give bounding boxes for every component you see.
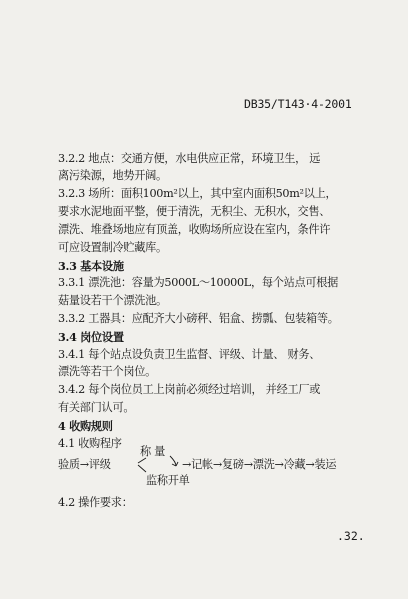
clause-3-4-2-cont: 有关部门认可。 (58, 401, 135, 414)
clause-3-2-3-cont-1: 要求水泥地面平整，便于清洗，无积尘、无积水，交售、 (58, 205, 331, 218)
section-4-2-heading: 4.2 操作要求： (58, 496, 133, 509)
clause-3-2-3: 3.2.3 场所：面积100m²以上，其中室内面积50m²以上， (58, 187, 337, 200)
section-3-4-heading: 3.4 岗位设置 (58, 330, 124, 344)
clause-3-3-1-cont: 菇量设若干个漂洗池。 (58, 294, 167, 307)
clause-3-4-1-cont: 漂洗等若干个岗位。 (58, 365, 156, 378)
clause-3-3-1: 3.3.1 漂洗池：容量为5000L～10000L，每个站点可根据 (58, 276, 339, 289)
standard-code: DB35/T143·4-2001 (244, 97, 352, 111)
flow-step-tail: →记帐→复磅→漂洗→冷藏→装运 (182, 458, 337, 471)
section-4-heading: 4 收购规则 (58, 419, 113, 433)
clause-3-4-2: 3.4.2 每个岗位员工上岗前必须经过培训， 并经工厂或 (58, 383, 321, 396)
procurement-flow-diagram (58, 445, 358, 532)
page-number: .32. (337, 529, 365, 543)
flow-step-supervise-bill: 监称开单 (146, 474, 190, 487)
clause-3-2-3-cont-3: 可应设置制冷贮藏库。 (58, 241, 167, 254)
clause-3-3-2: 3.3.2 工器具：应配齐大小磅秤、铝盒、捞瓢、包装箱等。 (58, 312, 339, 325)
section-3-3-heading: 3.3 基本设施 (58, 259, 124, 273)
clause-3-2-2-cont: 离污染源，地势开阔。 (58, 169, 167, 182)
clause-3-2-3-cont-2: 漂洗、堆叠场地应有顶盖，收购场所应设在室内，条件许 (58, 223, 331, 236)
section-4-1-heading: 4.1 收购程序 (58, 437, 122, 450)
flow-step-inspect-grade: 验质→评级 (58, 458, 111, 471)
flow-step-weigh: 称 量 (140, 445, 166, 458)
clause-3-4-1: 3.4.1 每个站点设负责卫生监督、评级、计量、 财务、 (58, 348, 321, 361)
clause-3-2-2: 3.2.2 地点：交通方便，水电供应正常，环境卫生， 远 (58, 152, 321, 165)
